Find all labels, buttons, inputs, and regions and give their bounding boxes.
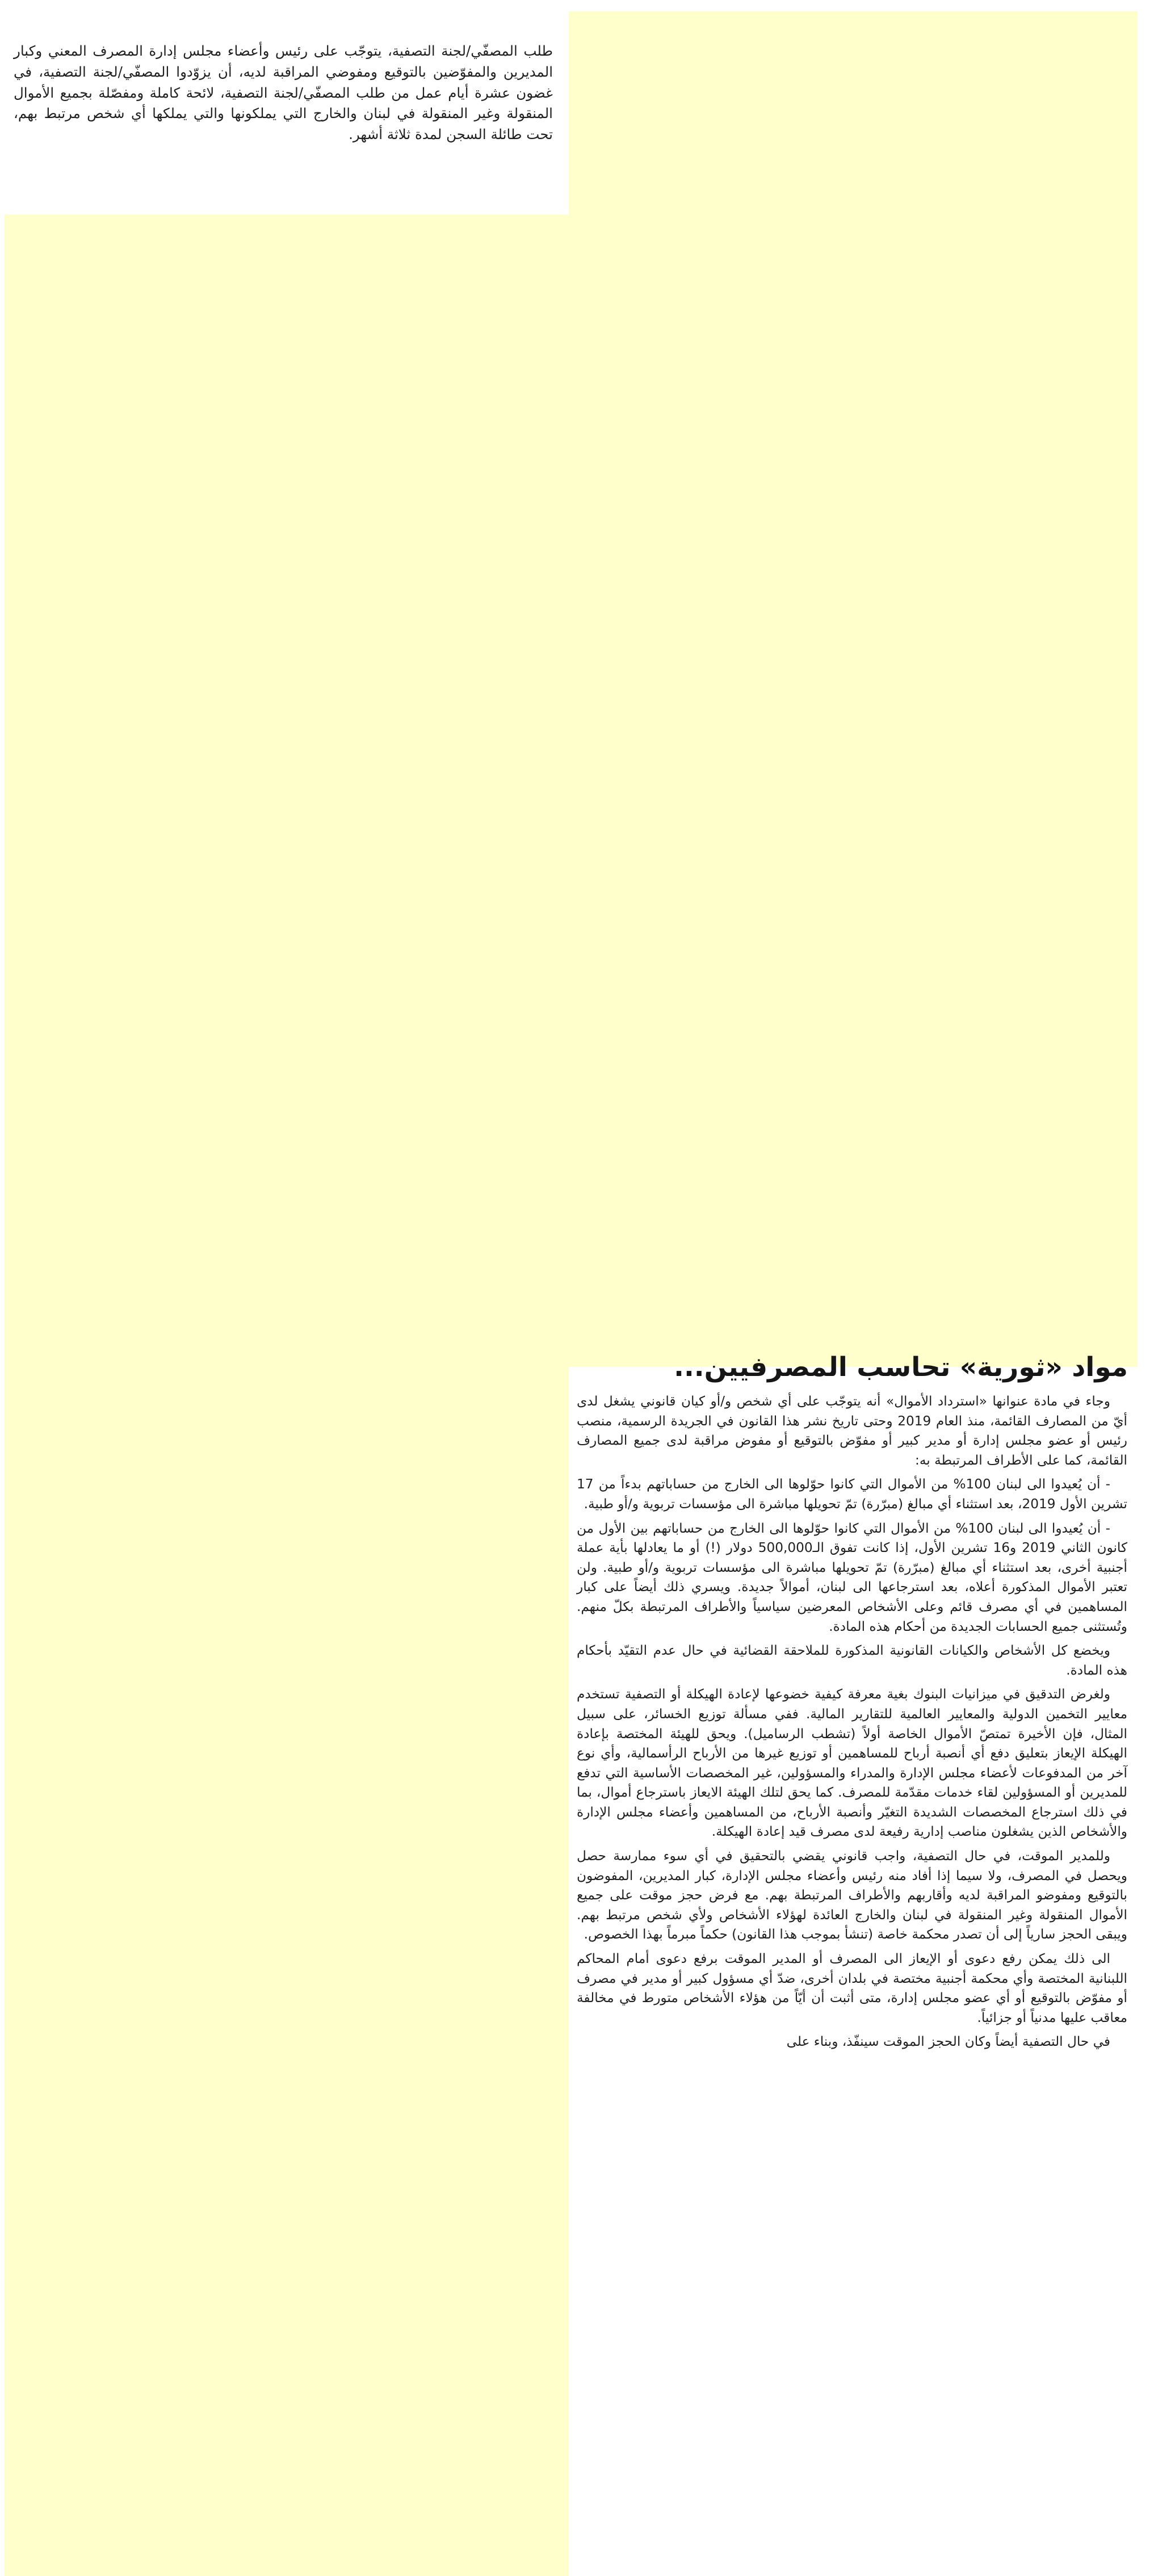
article-paragraph: - أن يُعيدوا الى لبنان 100% من الأموال التي كانوا حوّلوها الى الخارج من حساباتهم بين الأول من كانون الثاني 2019 و16 تشرين الأول، إذا كانت تفوق الـ500,000 دولار (!) أو ما يعادلها بأية عملة أجنبية أخرى، بعد استثناء أي مبالغ (مبرّرة) تمّ تحويلها مباشرة الى مؤسسات تربوية و/أو طبية. ولن تعتبر الأموال المذكورة أعلاه، بعد استرجاعها الى لبنان، أموالاً جديدة. ويسري ذلك أيضاً على كبار المساهمين في أي مصرف قائم وعلى الأشخاص المعرضين سياسياً والأطراف المرتبطة بكلّ منهم. وتُستثنى جميع الحسابات الجديدة من أحكام هذه المادة. bbox=[577, 1520, 1128, 1634]
article-body bbox=[577, 1392, 1127, 2057]
right-highlight-panel bbox=[569, 11, 1138, 1367]
left-highlight-panel bbox=[5, 215, 569, 2576]
article-paragraph: ولغرض التدقيق في ميزانيات البنوك بغية معرفة كيفية خضوعها لإعادة الهيكلة أو التصفية تستخدم معايير التخمين الدولية والمعايير العالمية للتقارير المالية. ففي مسألة توزيع الخسائر، على سبيل المثال، فإن الأخيرة تمتصّ الأموال الخاصة أولاً (تشطب الرساميل). ويحق للهيئة المختصة بإعادة الهيكلة الإيعاز بتعليق دفع أي أنصبة أرباح للمساهمين أو توزيع غيرها من الأرباح الرأسمالية، وأي نوع آخر من المدفوعات لأعضاء مجلس الإدارة والمدراء والمسؤولين، غير المخصصات الأساسية التي تدفع للمديرين أو المسؤولين لقاء خدمات مقدّمة للمصرف. كما يحق لتلك الهيئة الايعاز باسترجاع أموال، بما في ذلك استرجاع المخصصات الشديدة التغيّر وأنصبة الأرباح، من المساهمين وأعضاء مجلس الإدارة والأشخاص الذين يشغلون مناصب إدارية رفيعة لدى مصرف قيد إعادة الهيكلة. bbox=[577, 1686, 1127, 1840]
article-paragraph: وللمدير الموقت، في حال التصفية، واجب قانوني يقضي بالتحقيق في أي سوء ممارسة حصل ويحصل في المصرف، ولا سيما إذا أفاد منه رئيس وأعضاء مجلس الإدارة، كبار المديرين، المفوضون بالتوقيع ومفوضو المراقبة لديه وأقاربهم والأطراف المرتبطة بهم. مع فرض حجز موقت على جميع الأموال المنقولة وغير المنقولة في لبنان والخارج العائدة لهؤلاء الأشخاص ولأي شخص مرتبط بهم. ويبقى الحجز سارياً إلى أن تصدر محكمة خاصة (تنشأ بموجب هذا القانون) حكماً مبرماً بهذا الخصوص. bbox=[577, 1848, 1127, 1943]
article-paragraph: وجاء في مادة عنوانها «استرداد الأموال» أنه يتوجّب على أي شخص و/أو كيان قانوني يشغل لدى أيّ من المصارف القائمة، منذ العام 2019 وحتى تاريخ نشر هذا القانون في الجريدة الرسمية، منصب رئيس أو عضو مجلس إدارة أو مدير كبير أو مفوّض بالتوقيع أو مفوض مراقبة لدى جميع المصارف القائمة، كما على الأطراف المرتبطة به: bbox=[577, 1394, 1127, 1468]
top-left-text-block bbox=[14, 41, 553, 145]
article-paragraph: الى ذلك يمكن رفع دعوى أو الإيعاز الى المصرف أو المدير الموقت برفع دعوى أمام المحاكم اللبنانية المختصة وأي محكمة أجنبية مختصة في بلدان أخرى، ضدّ أي مسؤول كبير أو مدير في مصرف أو مفوّض بالتوقيع أو أي عضو مجلس إدارة، متى أثبت أن أيّاً من هؤلاء الأشخاص متورط في مخالفة معاقب عليها مدنياً أو جزائياً. bbox=[577, 1951, 1127, 2025]
top-left-paragraph: طلب المصفّي/لجنة التصفية، يتوجّب على رئيس وأعضاء مجلس إدارة المصرف المعني وكبار المديرين والمفوّضين بالتوقيع ومفوضي المراقبة لديه، أن يزوّدوا المصفّي/لجنة التصفية، في غضون عشرة أيام عمل من طلب المصفّي/لجنة التصفية، لائحة كاملة ومفصّلة بجميع الأموال المنقولة وغير المنقولة في لبنان والخارج التي يملكونها والتي يملكها أي شخص مرتبط بهم، تحت طائلة السجن لمدة ثلاثة أشهر. bbox=[14, 43, 553, 143]
article-headline: مواد «ثورية» تحاسب المصرفيين... bbox=[674, 1352, 1128, 1383]
article-paragraph: ويخضع كل الأشخاص والكيانات القانونية المذكورة للملاحقة القضائية في حال عدم التقيّد بأحكام هذه المادة. bbox=[577, 1643, 1127, 1678]
article-paragraph: - أن يُعيدوا الى لبنان 100% من الأموال التي كانوا حوّلوها الى الخارج من حساباتهم بدءاً من 17 تشرين الأول 2019، بعد استثناء أي مبالغ (مبرّرة) تمّ تحويلها مباشرة الى مؤسسات تربوية و/أو طبية. bbox=[577, 1476, 1127, 1512]
article-paragraph: في حال التصفية أيضاً وكان الحجز الموقت سينفّذ، وبناء على bbox=[786, 2034, 1110, 2050]
